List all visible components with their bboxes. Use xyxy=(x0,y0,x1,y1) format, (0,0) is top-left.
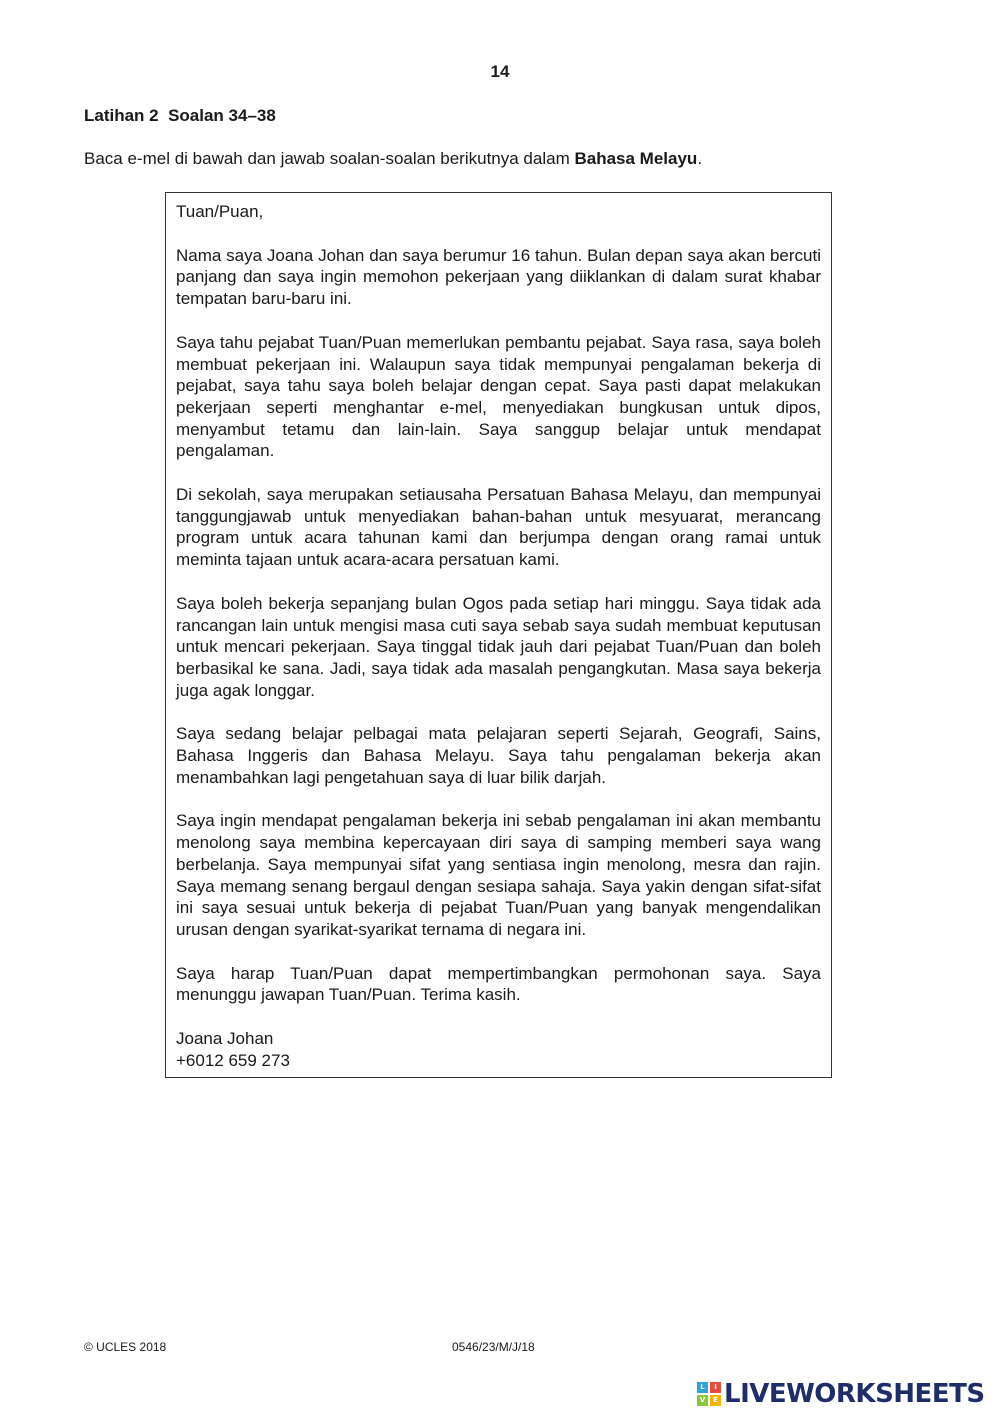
instruction-end: . xyxy=(697,149,703,168)
email-paragraph-4: Saya boleh bekerja sepanjang bulan Ogos pada setiap hari minggu. Saya tidak ada rancangan lain untuk mengisi masa cuti saya sebab saya sudah membuat keputusan untuk mencari pekerjaan. Saya tinggal tidak jauh dari pejabat Tuan/Puan dan boleh berbasikal ke sana. Jadi, saya tidak ada masalah pengangkutan. Masa saya bekerja juga agak longgar. xyxy=(176,593,821,700)
logo-letter: E xyxy=(710,1395,721,1406)
watermark-text: LIVEWORKSHEETS xyxy=(724,1379,985,1409)
email-paragraph-7: Saya harap Tuan/Puan dapat mempertimbangkan permohonan saya. Saya menunggu jawapan Tuan/Puan. Terima kasih. xyxy=(176,963,821,1005)
instruction-text: Baca e-mel di bawah dan jawab soalan-soalan berikutnya dalam xyxy=(84,149,575,168)
instruction xyxy=(84,149,702,169)
email-signature xyxy=(176,1028,821,1071)
footer-paper-code: 0546/23/M/J/18 xyxy=(452,1340,535,1354)
exercise-title: Latihan 2 Soalan 34–38 xyxy=(84,106,276,125)
page-number: 14 xyxy=(490,62,510,81)
email-paragraph-1: Nama saya Joana Johan dan saya berumur 16 tahun. Bulan depan saya akan bercuti panjang dan saya ingin memohon pekerjaan yang diiklankan di dalam surat khabar tempatan baru-baru ini. xyxy=(176,245,821,309)
email-paragraph-3: Di sekolah, saya merupakan setiausaha Persatuan Bahasa Melayu, dan mempunyai tanggungjawab untuk menyediakan bahan-bahan untuk mesyuarat, merancang program untuk acara tahunan kami dan berjumpa dengan orang ramai untuk meminta tajaan untuk acara-acara persatuan kami. xyxy=(176,485,821,570)
email-paragraph-2: Saya tahu pejabat Tuan/Puan memerlukan pembantu pejabat. Saya rasa, saya boleh membuat pekerjaan ini. Walaupun saya tidak mempunyai pengalaman bekerja di pejabat, saya tahu saya boleh belajar dengan cepat. Saya pasti dapat melakukan pekerjaan seperti menghantar e-mel, menyediakan bungkusan untuk dipos, menyambut tetamu dan lain-lain. Saya sanggup belajar untuk mendapat pengalaman. xyxy=(176,332,821,461)
logo-letter: I xyxy=(710,1382,721,1393)
liveworksheets-watermark[interactable] xyxy=(697,1380,985,1408)
liveworksheets-logo-icon xyxy=(697,1382,721,1406)
signature-phone: +6012 659 273 xyxy=(176,1050,290,1070)
logo-letter: V xyxy=(697,1395,708,1406)
email-paragraph-6: Saya ingin mendapat pengalaman bekerja ini sebab pengalaman ini akan membantu menolong saya membina kepercayaan diri saya di samping memberi saya wang berbelanja. Saya mempunyai sifat yang sentiasa ingin menolong, mesra dan rajin. Saya memang senang bergaul dengan sesiapa sahaja. Saya yakin dengan sifat-sifat ini saya sesuai untuk bekerja di pejabat Tuan/Puan yang banyak mengendalikan urusan dengan syarikat-syarikat ternama di negara ini. xyxy=(176,811,821,939)
email-salutation: Tuan/Puan, xyxy=(176,202,264,221)
instruction-language: Bahasa Melayu xyxy=(574,149,698,168)
logo-letter: L xyxy=(697,1382,708,1393)
footer-copyright: © UCLES 2018 xyxy=(84,1340,167,1354)
email-paragraph-5: Saya sedang belajar pelbagai mata pelajaran seperti Sejarah, Geografi, Sains, Bahasa Inggeris dan Bahasa Melayu. Saya tahu pengalaman bekerja akan menambahkan lagi pengetahuan saya di luar bilik darjah. xyxy=(176,724,821,787)
email-box xyxy=(165,192,832,1078)
signature-name: Joana Johan xyxy=(176,1029,274,1049)
